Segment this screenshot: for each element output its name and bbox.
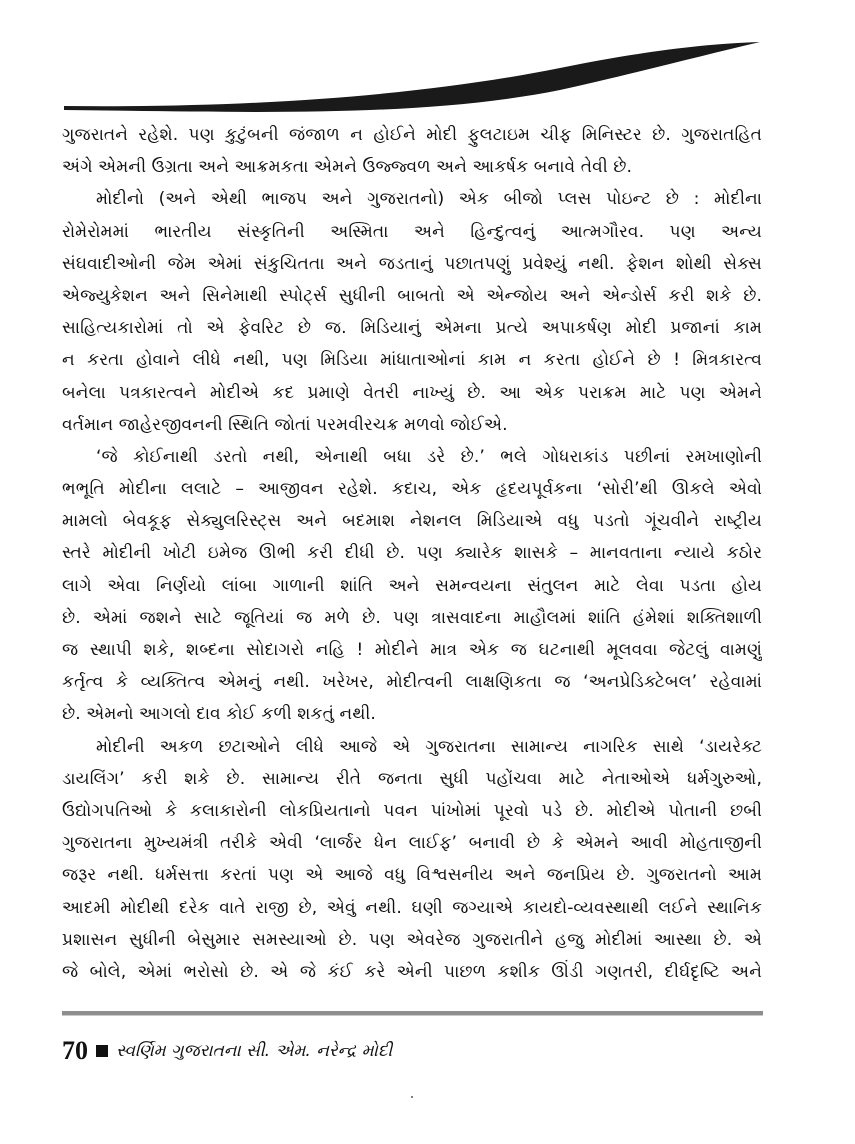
text-line: મોદીની અકળ છટાઓને લીધે આજે એ ગુજરાતના સામાન્ય નાગરિક સાથે ‘ડાયરેક્ટ (96, 736, 762, 757)
text-line: એજ્યુકેશન અને સિનેમાથી સ્પોર્ટ્સ સુધીની બાબતો એ એન્જોય અને એન્ડોર્સ કરી શકે છે. (62, 285, 762, 306)
text-line: અંગે એમની ઉગ્રતા અને આક્રમકતા એમને ઉજ્જ્વળ અને આકર્ષક બનાવે તેવી છે. (62, 157, 632, 178)
text-line: ‘જે કોઈનાથી ડરતો નથી, એનાથી બધા ડરે છે.’ ભલે ગોધરાકાંડ પછીનાં રમખાણોની (96, 446, 762, 467)
scan-speck (411, 1096, 413, 1098)
text-line: લાગે એવા નિર્ણયો લાંબા ગાળાની શાંતિ અને સમન્વયના સંતુલન માટે લેવા પડતા હોય (62, 575, 762, 596)
text-line: સંઘવાદીઓની જેમ એમાં સંકુચિતતા અને જડતાનું પછાતપણું પ્રવેશ્યું નથી. ફેશન શોથી સેક્સ (62, 253, 762, 274)
text-line: કર્તૃત્વ કે વ્યક્તિત્વ એમનું નથી. ખરેખર, મોદીત્વની લાક્ષણિકતા જ ‘અનપ્રેડિક્ટેબલ’ રહેવામાં (62, 672, 762, 693)
text-line: સ્તરે મોદીની ખોટી ઇમેજ ઊભી કરી દીધી છે. પણ ક્યારેક શાસકે – માનવતાના ન્યાયે કઠોર (62, 543, 762, 564)
text-line: મામલો બેવકૂફ સેક્યુલરિસ્ટ્સ અને બદમાશ નેશનલ મિડિયાએ વધુ પડતો ગૂંચવીને રાષ્ટ્રીય (62, 511, 762, 532)
text-line: રોમેરોમમાં ભારતીય સંસ્કૃતિની અસ્મિતા અને હિન્દુત્વનું આત્મગૌરવ. પણ અન્ય (62, 221, 762, 242)
text-line: પ્રશાસન સુધીની બેસુમાર સમસ્યાઓ છે. પણ એવરેજ ગુજરાતીને હજુ મોદીમાં આસ્થા છે. એ (62, 929, 762, 950)
text-line: આદમી મોદીથી દરેક વાતે રાજી છે, એવું નથી. ઘણી જગ્યાએ કાયદો-વ્યવસ્થાથી લઈને સ્થાનિક (62, 897, 762, 918)
book-title: સ્વર્ણિમ ગુજરાતના સી. એમ. નરેન્દ્ર મોદી (116, 1041, 393, 1061)
text-line: છે. એમનો આગલો દાવ કોઈ કળી શકતું નથી. (62, 704, 376, 725)
text-line: સાહિત્યકારોમાં તો એ ફેવરિટ છે જ. મિડિયાનું એમના પ્રત્યે અપાકર્ષણ મોદી પ્રજાનાં કામ (62, 318, 762, 339)
text-line: ન કરતા હોવાને લીધે નથી, પણ મિડિયા માંધાતાઓનાં કામ ન કરતા હોઈને છે ! મિત્રકારત્વ (62, 350, 762, 371)
text-line: ગુજરાતના મુખ્યમંત્રી તરીકે એવી ‘લાર્જર ધેન લાઈફ’ બનાવી છે કે એમને આવી મોહતાજીની (62, 833, 762, 854)
page-number: 70 (62, 1036, 88, 1065)
body-text (62, 119, 762, 988)
text-line: બનેલા પત્રકારત્વને મોદીએ કદ પ્રમાણે વેતરી નાખ્યું છે. આ એક પરાક્રમ માટે પણ એમને (62, 382, 762, 403)
text-line: ભભૂતિ મોદીના લલાટે – આજીવન રહેશે. કદાચ, એક હૃદયપૂર્વકના ‘સોરી’થી ઊકલે એવો (62, 479, 762, 500)
text-line: ડાયલિંગ’ કરી શકે છે. સામાન્ય રીતે જનતા સુધી પહોંચવા માટે નેતાઓએ ધર્મગુરુઓ, (62, 768, 762, 789)
text-line: જ સ્થાપી શકે, શબ્દના સોદાગરો નહિ ! મોદીને માત્ર એક જ ઘટનાથી મૂલવવા જેટલું વામણું (62, 640, 762, 660)
decorative-top-curve (0, 0, 855, 130)
square-bullet-icon (96, 1045, 108, 1057)
page-footer (62, 1034, 392, 1068)
text-line: વર્તમાન જાહેરજીવનની સ્થિતિ જોતાં પરમવીરચક્ર મળવો જોઈએ. (62, 414, 508, 435)
text-line: ઉદ્યોગપતિઓ કે કલાકારોની લોકપ્રિયતાનો પવન પાંખોમાં પૂરવો પડે છે. મોદીએ પોતાની છબી (62, 800, 762, 821)
text-line: જે બોલે, એમાં ભરોસો છે. એ જે કંઈ કરે એની પાછળ કશીક ઊંડી ગણતરી, દીર્ઘદૃષ્ટિ અને (62, 961, 762, 982)
text-line: જરૂર નથી. ધર્મસત્તા કરતાં પણ એ આજે વધુ વિશ્વસનીય અને જનપ્રિય છે. ગુજરાતનો આમ (62, 865, 762, 886)
text-line: ગુજરાતને રહેશે. પણ કુટુંબની જંજાળ ન હોઈને મોદી ફુલટાઇમ ચીફ મિનિસ્ટર છે. ગુજરાતહિત (62, 125, 762, 145)
footer-rule (62, 1011, 763, 1016)
text-line: મોદીનો (અને એથી ભાજપ અને ગુજરાતનો) એક બીજો પ્લસ પોઇન્ટ છે : મોદીના (96, 189, 762, 210)
text-line: છે. એમાં જશને સાટે જૂતિયાં જ મળે છે. પણ ત્રાસવાદના માહૌલમાં શાંતિ હંમેશાં શક્તિશાળી (62, 607, 762, 628)
